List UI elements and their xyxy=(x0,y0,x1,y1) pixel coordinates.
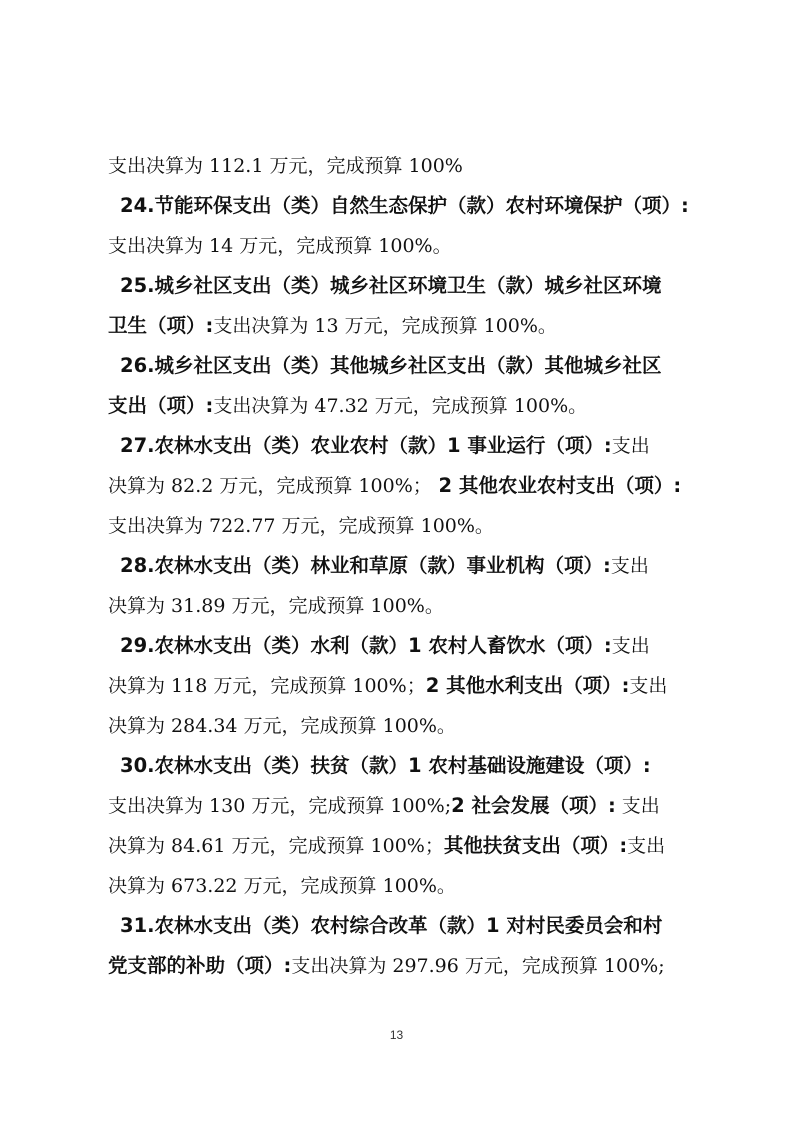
text-line xyxy=(108,466,696,506)
text-line xyxy=(108,546,696,586)
text-line xyxy=(108,626,696,666)
bold-heading-text: 其他扶贫支出（项）: xyxy=(443,834,628,857)
body-text: 支出决算为 130 万元，完成预算 100%; xyxy=(108,795,452,817)
body-text: 支出决算为 112.1 万元，完成预算 100% xyxy=(108,155,463,177)
body-text: 支出 xyxy=(627,835,666,857)
body-text: 决算为 82.2 万元，完成预算 100%； xyxy=(108,475,432,497)
text-line xyxy=(108,226,696,266)
body-text: 决算为 31.89 万元，完成预算 100%。 xyxy=(108,595,444,617)
body-text: 支出 xyxy=(611,635,650,657)
text-line xyxy=(108,746,696,786)
bold-heading-text: 31.农林水支出（类）农村综合改革（款）1 对村民委员会和村 xyxy=(120,914,663,937)
bold-heading-text: 2 其他水利支出（项）: xyxy=(425,674,630,697)
bold-heading-text: 党支部的补助（项）: xyxy=(108,954,292,977)
bold-heading-text: 29.农林水支出（类）水利（款）1 农村人畜饮水（项）: xyxy=(120,634,612,657)
page-number: 13 xyxy=(389,1028,404,1042)
text-line xyxy=(108,186,696,226)
body-text: 决算为 84.61 万元，完成预算 100%； xyxy=(108,835,444,857)
text-line xyxy=(108,346,696,386)
text-line xyxy=(108,706,696,746)
text-line xyxy=(108,266,696,306)
body-text: 支出 xyxy=(610,555,649,577)
text-line xyxy=(108,946,696,986)
body-text: 决算为 118 万元，完成预算 100%； xyxy=(108,675,426,697)
text-line xyxy=(108,146,696,186)
body-text: 决算为 284.34 万元，完成预算 100%。 xyxy=(108,715,456,737)
body-text: 支出决算为 47.32 万元，完成预算 100%。 xyxy=(213,395,588,417)
text-line xyxy=(108,906,696,946)
text-line xyxy=(108,506,696,546)
text-line xyxy=(108,306,696,346)
bold-heading-text: 24.节能环保支出（类）自然生态保护（款）农村环境保护（项）: xyxy=(120,194,689,217)
document-body xyxy=(108,146,696,986)
bold-heading-text: 2 社会发展（项）: xyxy=(451,794,616,817)
bold-heading-text: 28.农林水支出（类）林业和草原（款）事业机构（项）: xyxy=(120,554,611,577)
body-text: 决算为 673.22 万元，完成预算 100%。 xyxy=(108,875,456,897)
body-text: 支出决算为 297.96 万元，完成预算 100%; xyxy=(291,955,665,977)
body-text: 支出 xyxy=(611,435,650,457)
body-text: 支出决算为 722.77 万元，完成预算 100%。 xyxy=(108,515,494,537)
text-line xyxy=(108,866,696,906)
bold-heading-text: 卫生（项）: xyxy=(108,314,214,337)
body-text: 支出 xyxy=(615,795,660,817)
body-text: 支出 xyxy=(629,675,668,697)
body-text: 支出决算为 13 万元，完成预算 100%。 xyxy=(213,315,557,337)
bold-heading-text: 2 其他农业农村支出（项）: xyxy=(431,474,682,497)
body-text: 支出决算为 14 万元，完成预算 100%。 xyxy=(108,235,452,257)
bold-heading-text: 26.城乡社区支出（类）其他城乡社区支出（款）其他城乡社区 xyxy=(120,354,662,377)
bold-heading-text: 支出（项）: xyxy=(108,394,214,417)
paragraph-lines xyxy=(108,146,696,986)
text-line xyxy=(108,386,696,426)
text-line xyxy=(108,426,696,466)
text-line xyxy=(108,586,696,626)
bold-heading-text: 27.农林水支出（类）农业农村（款）1 事业运行（项）: xyxy=(120,434,612,457)
text-line xyxy=(108,826,696,866)
bold-heading-text: 30.农林水支出（类）扶贫（款）1 农村基础设施建设（项）: xyxy=(120,754,651,777)
text-line xyxy=(108,786,696,826)
text-line xyxy=(108,666,696,706)
bold-heading-text: 25.城乡社区支出（类）城乡社区环境卫生（款）城乡社区环境 xyxy=(120,274,662,297)
